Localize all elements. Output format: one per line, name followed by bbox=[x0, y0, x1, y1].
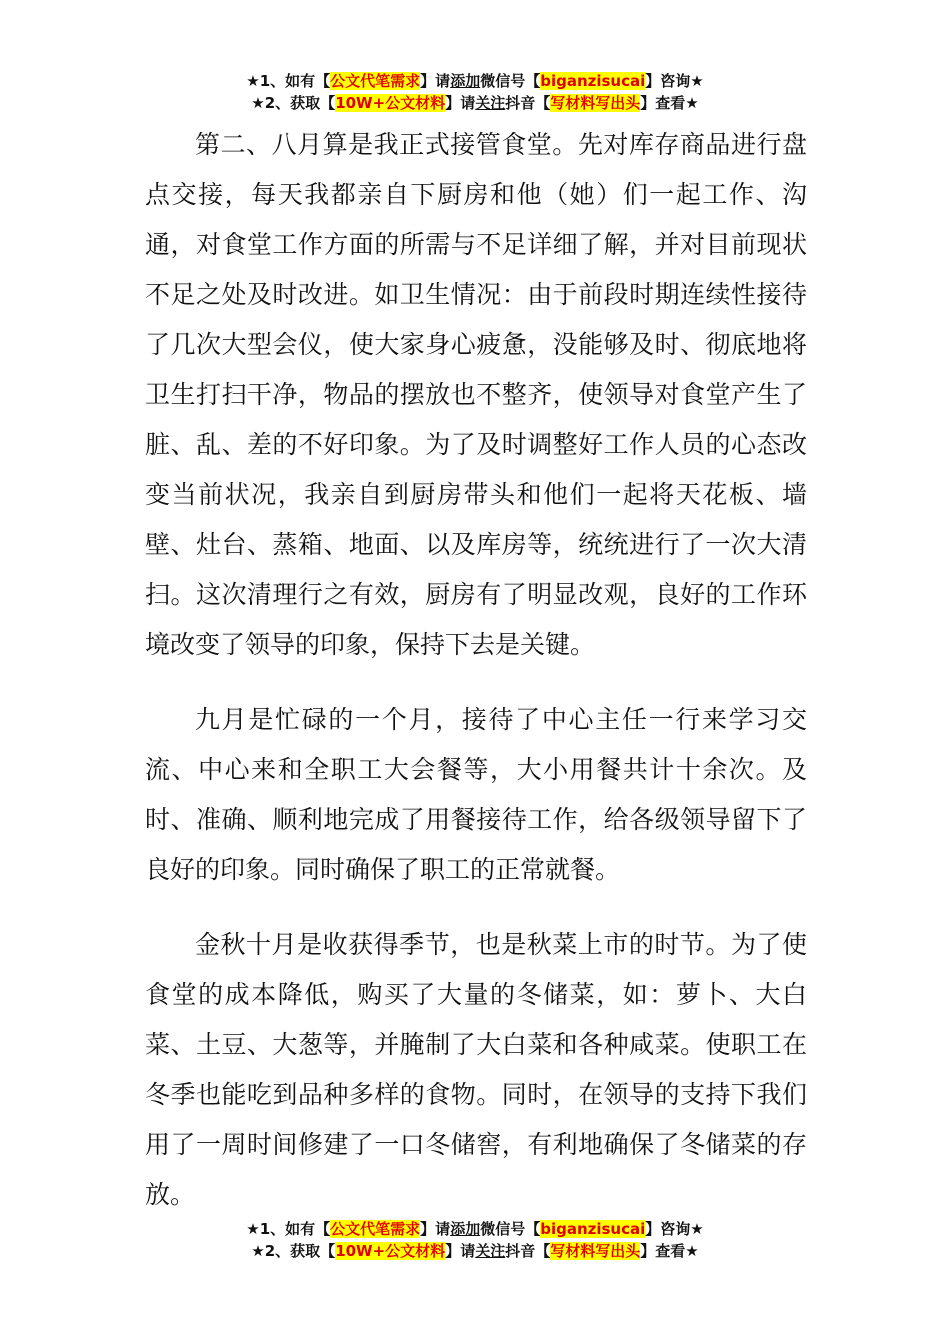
banner-highlight: 公文代笔需求 bbox=[330, 72, 421, 90]
banner-line-2 bbox=[0, 1240, 950, 1262]
banner-highlight: 10W+公文材料 bbox=[335, 1242, 446, 1260]
banner-text: 】请 bbox=[420, 1220, 451, 1238]
banner-text: 】查看★ bbox=[640, 1242, 699, 1260]
banner-text: ★1、如有【 bbox=[246, 1220, 331, 1238]
banner-text: 】查看★ bbox=[640, 94, 699, 112]
banner-underline: 添加 bbox=[450, 1220, 481, 1238]
banner-highlight: 公文代笔需求 bbox=[330, 1220, 421, 1238]
banner-text: 】咨询★ bbox=[645, 72, 704, 90]
document-body bbox=[145, 120, 807, 1220]
banner-text: 抖音【 bbox=[505, 1242, 551, 1260]
banner-highlight: 写材料写出头 bbox=[550, 94, 641, 112]
banner-underline: 关注 bbox=[475, 94, 506, 112]
paragraph-gap bbox=[145, 895, 807, 920]
banner-text: 抖音【 bbox=[505, 94, 551, 112]
banner-text: 】请 bbox=[420, 72, 451, 90]
paragraph-october: 金秋十月是收获得季节，也是秋菜上市的时节。为了使食堂的成本降低，购买了大量的冬储菜，如：萝卜、大白菜、土豆、大葱等，并腌制了大白菜和各种咸菜。使职工在冬季也能吃到品种多样的食物。同时，在领导的支持下我们用了一周时间修建了一口冬储窖，有利地确保了冬储菜的存放。 bbox=[145, 930, 807, 1209]
banner-highlight: 写材料写出头 bbox=[550, 1242, 641, 1260]
paragraph-september: 九月是忙碌的一个月，接待了中心主任一行来学习交流、中心来和全职工大会餐等，大小用餐共计十余次。及时、准确、顺利地完成了用餐接待工作，给各级领导留下了良好的印象。同时确保了职工的正常就餐。 bbox=[145, 705, 807, 884]
banner-line-2 bbox=[0, 92, 950, 114]
paragraph-gap bbox=[145, 670, 807, 695]
banner-text: 】请 bbox=[445, 1242, 476, 1260]
banner-highlight: biganzisucai bbox=[540, 72, 646, 90]
banner-text: 】咨询★ bbox=[645, 1220, 704, 1238]
header-banner bbox=[0, 70, 950, 114]
banner-highlight: 10W+公文材料 bbox=[335, 94, 446, 112]
banner-text: 微信号【 bbox=[480, 1220, 541, 1238]
footer-banner bbox=[0, 1218, 950, 1262]
banner-line-1 bbox=[0, 1218, 950, 1240]
banner-text: ★2、获取【 bbox=[251, 1242, 336, 1260]
banner-line-1 bbox=[0, 70, 950, 92]
banner-text: ★1、如有【 bbox=[246, 72, 331, 90]
banner-underline: 关注 bbox=[475, 1242, 506, 1260]
banner-text: 微信号【 bbox=[480, 72, 541, 90]
paragraph-august: 第二、八月算是我正式接管食堂。先对库存商品进行盘点交接，每天我都亲自下厨房和他（她）们一起工作、沟通，对食堂工作方面的所需与不足详细了解，并对目前现状不足之处及时改进。如卫生情况：由于前段时期连续性接待了几次大型会仪，使大家身心疲惫，没能够及时、彻底地将卫生打扫干净，物品的摆放也不整齐，使领导对食堂产生了脏、乱、差的不好印象。为了及时调整好工作人员的心态改变当前状况，我亲自到厨房带头和他们一起将天花板、墙壁、灶台、蒸箱、地面、以及库房等，统统进行了一次大清扫。这次清理行之有效，厨房有了明显改观，良好的工作环境改变了领导的印象，保持下去是关键。 bbox=[145, 130, 807, 659]
banner-text: ★2、获取【 bbox=[251, 94, 336, 112]
banner-underline: 添加 bbox=[450, 72, 481, 90]
banner-text: 】请 bbox=[445, 94, 476, 112]
banner-highlight: biganzisucai bbox=[540, 1220, 646, 1238]
